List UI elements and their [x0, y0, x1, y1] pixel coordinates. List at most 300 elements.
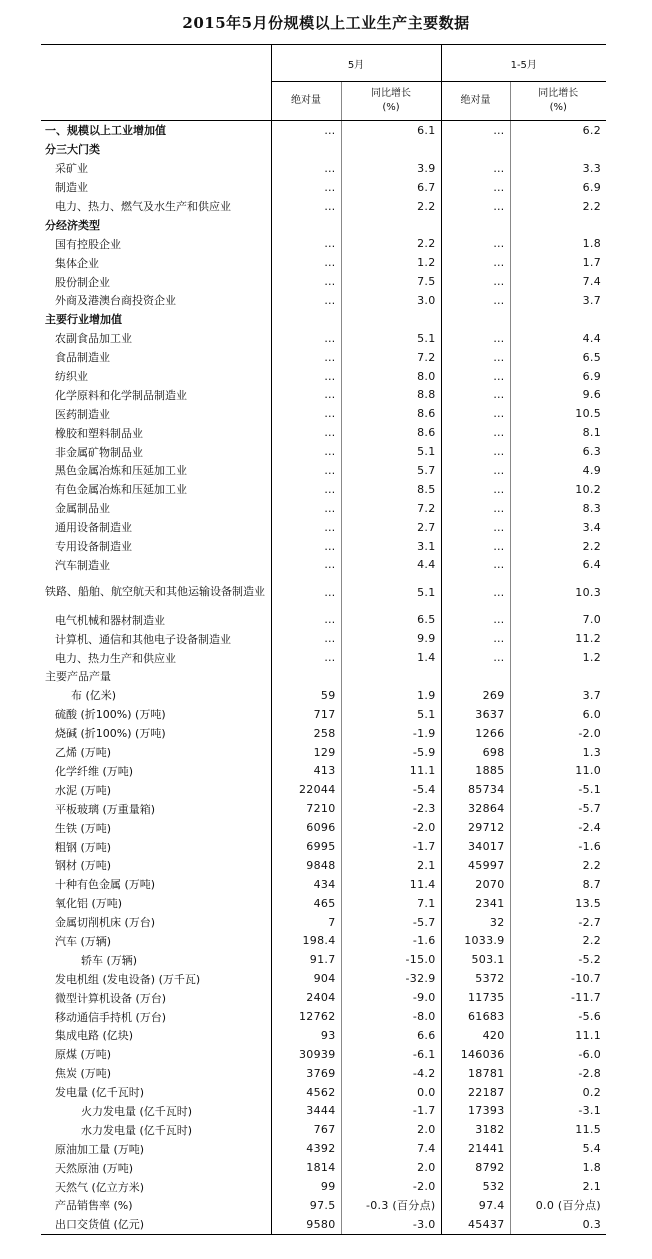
row-label: 分经济类型: [45, 218, 100, 232]
ytd-abs-cell: …: [441, 159, 510, 178]
table-row: [41, 442, 606, 461]
ytd-abs-cell: 146036: [441, 1045, 510, 1064]
row-label: 水力发电量 (亿千瓦时): [81, 1123, 193, 1137]
ytd-abs-cell: …: [441, 385, 510, 404]
ytd-growth-cell: 10.5: [510, 404, 606, 423]
month-abs-cell: …: [271, 537, 341, 556]
row-label: 化学原料和化学制品制造业: [55, 388, 187, 402]
table-row: [41, 272, 606, 291]
row-label: 分三大门类: [45, 143, 100, 157]
table-row: [41, 667, 606, 686]
ytd-growth-cell: 2.2: [510, 537, 606, 556]
ytd-abs-cell: …: [441, 518, 510, 537]
month-growth-cell: 5.1: [341, 442, 441, 461]
ytd-growth-cell: 11.0: [510, 762, 606, 781]
month-growth-cell: 7.2: [341, 348, 441, 367]
month-abs-cell: 99: [271, 1177, 341, 1196]
ytd-growth-cell: 10.3: [510, 574, 606, 610]
month-growth-cell: -9.0: [341, 988, 441, 1007]
month-abs-cell: …: [271, 629, 341, 648]
month-growth-cell: -0.3 (百分点): [341, 1196, 441, 1215]
month-growth-cell: 5.1: [341, 705, 441, 724]
row-label: 微型计算机设备 (万台): [55, 991, 167, 1005]
ytd-growth-cell: 8.1: [510, 423, 606, 442]
month-abs-cell: …: [271, 574, 341, 610]
month-growth-cell: 6.5: [341, 610, 441, 629]
ytd-growth-cell: -6.0: [510, 1045, 606, 1064]
month-growth-cell: 4.4: [341, 555, 441, 574]
month-abs-cell: 3769: [271, 1064, 341, 1083]
ytd-growth-cell: [510, 310, 606, 329]
header-growth-line2: (%): [382, 102, 400, 113]
month-abs-cell: …: [271, 272, 341, 291]
row-label: 发电机组 (发电设备) (万千瓦): [55, 972, 201, 986]
ytd-abs-cell: 1266: [441, 724, 510, 743]
ytd-growth-cell: 13.5: [510, 894, 606, 913]
month-abs-cell: …: [271, 480, 341, 499]
ytd-abs-cell: …: [441, 461, 510, 480]
ytd-growth-cell: 0.3: [510, 1215, 606, 1234]
ytd-growth-cell: 6.9: [510, 178, 606, 197]
month-abs-cell: 465: [271, 894, 341, 913]
month-abs-cell: [271, 310, 341, 329]
ytd-growth-cell: -5.1: [510, 780, 606, 799]
row-label: 主要产品产量: [45, 670, 111, 684]
table-row: [41, 780, 606, 799]
ytd-abs-cell: 45997: [441, 856, 510, 875]
ytd-growth-cell: 7.0: [510, 610, 606, 629]
row-label: 汽车 (万辆): [55, 934, 112, 948]
table-row: [41, 140, 606, 159]
row-label: 通用设备制造业: [55, 521, 132, 535]
ytd-growth-cell: 6.4: [510, 555, 606, 574]
page-title: 2015年5月份规模以上工业生产主要数据: [182, 14, 470, 32]
ytd-abs-cell: …: [441, 555, 510, 574]
month-growth-cell: -1.6: [341, 932, 441, 951]
header-blank-cell: [41, 45, 271, 121]
month-growth-cell: -32.9: [341, 969, 441, 988]
row-label: 出口交货值 (亿元): [41, 1215, 271, 1234]
ytd-growth-cell: 2.2: [510, 856, 606, 875]
month-growth-cell: 7.2: [341, 499, 441, 518]
row-label: 平板玻璃 (万重量箱): [55, 802, 156, 816]
table-row: [41, 988, 606, 1007]
month-growth-cell: 1.4: [341, 648, 441, 667]
table-row: [41, 234, 606, 253]
month-growth-cell: 2.7: [341, 518, 441, 537]
table-row: [41, 518, 606, 537]
month-growth-cell: -6.1: [341, 1045, 441, 1064]
month-abs-cell: 198.4: [271, 932, 341, 951]
month-abs-cell: 767: [271, 1120, 341, 1139]
month-growth-cell: 7.1: [341, 894, 441, 913]
header-month-abs: 绝对量: [271, 82, 341, 121]
ytd-growth-cell: -2.4: [510, 818, 606, 837]
month-abs-cell: …: [271, 555, 341, 574]
ytd-abs-cell: [441, 310, 510, 329]
ytd-abs-cell: 34017: [441, 837, 510, 856]
row-label: 发电量 (亿千瓦时): [55, 1086, 145, 1100]
month-growth-cell: 8.5: [341, 480, 441, 499]
ytd-abs-cell: …: [441, 537, 510, 556]
month-abs-cell: 30939: [271, 1045, 341, 1064]
ytd-growth-cell: -2.0: [510, 724, 606, 743]
table-row: [41, 875, 606, 894]
row-label: 非金属矿物制品业: [55, 445, 143, 459]
month-abs-cell: …: [271, 385, 341, 404]
month-abs-cell: 7: [271, 913, 341, 932]
table-row: [41, 818, 606, 837]
month-abs-cell: 4562: [271, 1083, 341, 1102]
row-label: 集体企业: [55, 256, 99, 270]
ytd-abs-cell: 32864: [441, 799, 510, 818]
month-abs-cell: …: [271, 121, 341, 140]
ytd-growth-cell: 1.8: [510, 1158, 606, 1177]
month-growth-cell: 2.2: [341, 234, 441, 253]
table-row: [41, 610, 606, 629]
month-growth-cell: 2.1: [341, 856, 441, 875]
month-abs-cell: [271, 667, 341, 686]
month-growth-cell: [341, 667, 441, 686]
ytd-growth-cell: [510, 215, 606, 234]
table-row: [41, 762, 606, 781]
month-growth-cell: 6.7: [341, 178, 441, 197]
ytd-abs-cell: …: [441, 121, 510, 140]
month-growth-cell: 8.6: [341, 423, 441, 442]
ytd-abs-cell: 11735: [441, 988, 510, 1007]
month-abs-cell: …: [271, 253, 341, 272]
month-abs-cell: 1814: [271, 1158, 341, 1177]
ytd-growth-cell: 3.7: [510, 686, 606, 705]
month-abs-cell: [271, 140, 341, 159]
month-abs-cell: …: [271, 178, 341, 197]
ytd-abs-cell: …: [441, 480, 510, 499]
month-abs-cell: 93: [271, 1026, 341, 1045]
row-label: 布 (亿米): [71, 689, 117, 703]
table-row: [41, 555, 606, 574]
month-abs-cell: 12762: [271, 1007, 341, 1026]
ytd-abs-cell: 97.4: [441, 1196, 510, 1215]
ytd-abs-cell: 420: [441, 1026, 510, 1045]
month-abs-cell: 434: [271, 875, 341, 894]
ytd-growth-cell: 8.3: [510, 499, 606, 518]
ytd-growth-cell: 1.7: [510, 253, 606, 272]
row-label: 产品销售率 (%): [55, 1199, 133, 1213]
row-label: 食品制造业: [55, 351, 110, 365]
month-abs-cell: 22044: [271, 780, 341, 799]
month-growth-cell: [341, 310, 441, 329]
row-label: 外商及港澳台商投资企业: [55, 294, 176, 308]
ytd-growth-cell: 6.0: [510, 705, 606, 724]
row-label: 橡胶和塑料制品业: [55, 426, 143, 440]
ytd-growth-cell: 5.4: [510, 1139, 606, 1158]
ytd-abs-cell: …: [441, 253, 510, 272]
month-abs-cell: …: [271, 461, 341, 480]
table-row: [41, 367, 606, 386]
ytd-growth-cell: 3.3: [510, 159, 606, 178]
ytd-growth-cell: 11.1: [510, 1026, 606, 1045]
ytd-abs-cell: …: [441, 178, 510, 197]
month-growth-cell: 11.1: [341, 762, 441, 781]
month-growth-cell: -1.7: [341, 1102, 441, 1121]
ytd-growth-cell: -2.8: [510, 1064, 606, 1083]
row-label: 纺织业: [55, 370, 88, 384]
ytd-abs-cell: 32: [441, 913, 510, 932]
ytd-growth-cell: 6.9: [510, 367, 606, 386]
ytd-growth-cell: 3.7: [510, 291, 606, 310]
table-row: [41, 178, 606, 197]
table-row: [41, 329, 606, 348]
table-row: [41, 404, 606, 423]
row-label: 十种有色金属 (万吨): [55, 878, 156, 892]
month-abs-cell: 258: [271, 724, 341, 743]
month-abs-cell: 9848: [271, 856, 341, 875]
header-growth-line1: 同比增长: [538, 88, 579, 99]
month-abs-cell: …: [271, 234, 341, 253]
row-label: 黑色金属冶炼和压延加工业: [55, 464, 187, 478]
table-row: [41, 574, 606, 610]
ytd-growth-cell: 4.4: [510, 329, 606, 348]
row-label: 化学纤维 (万吨): [55, 764, 134, 778]
row-label: 农副食品加工业: [55, 332, 132, 346]
month-growth-cell: 2.0: [341, 1158, 441, 1177]
ytd-abs-cell: 29712: [441, 818, 510, 837]
table-row: [41, 1026, 606, 1045]
month-growth-cell: -5.7: [341, 913, 441, 932]
month-growth-cell: 5.1: [341, 329, 441, 348]
ytd-abs-cell: …: [441, 272, 510, 291]
ytd-abs-cell: …: [441, 291, 510, 310]
month-growth-cell: 0.0: [341, 1083, 441, 1102]
month-abs-cell: 413: [271, 762, 341, 781]
month-abs-cell: 2404: [271, 988, 341, 1007]
table-row: [41, 291, 606, 310]
month-growth-cell: 5.1: [341, 574, 441, 610]
row-label: 乙烯 (万吨): [55, 746, 112, 760]
table-row: [41, 932, 606, 951]
month-growth-cell: 8.8: [341, 385, 441, 404]
ytd-growth-cell: -5.2: [510, 950, 606, 969]
month-growth-cell: -5.9: [341, 743, 441, 762]
table-row: [41, 1139, 606, 1158]
ytd-abs-cell: 21441: [441, 1139, 510, 1158]
month-growth-cell: -5.4: [341, 780, 441, 799]
ytd-growth-cell: 2.2: [510, 197, 606, 216]
ytd-abs-cell: [441, 215, 510, 234]
month-abs-cell: 129: [271, 743, 341, 762]
data-table: [41, 44, 606, 1235]
table-row: [41, 499, 606, 518]
month-growth-cell: 3.1: [341, 537, 441, 556]
month-abs-cell: [271, 215, 341, 234]
row-label: 股份制企业: [55, 275, 110, 289]
table-row: [41, 423, 606, 442]
table-row: [41, 385, 606, 404]
ytd-growth-cell: [510, 667, 606, 686]
ytd-abs-cell: 85734: [441, 780, 510, 799]
month-abs-cell: 3444: [271, 1102, 341, 1121]
ytd-abs-cell: …: [441, 648, 510, 667]
ytd-growth-cell: 11.5: [510, 1120, 606, 1139]
row-label: 轿车 (万辆): [81, 953, 138, 967]
month-abs-cell: …: [271, 648, 341, 667]
table-row: [41, 686, 606, 705]
month-growth-cell: 11.4: [341, 875, 441, 894]
table-row: [41, 197, 606, 216]
month-growth-cell: -2.3: [341, 799, 441, 818]
month-growth-cell: -15.0: [341, 950, 441, 969]
month-abs-cell: 6995: [271, 837, 341, 856]
month-growth-cell: -8.0: [341, 1007, 441, 1026]
month-abs-cell: 904: [271, 969, 341, 988]
ytd-growth-cell: [510, 140, 606, 159]
ytd-growth-cell: 1.3: [510, 743, 606, 762]
row-label: 天然气 (亿立方米): [55, 1180, 145, 1194]
month-growth-cell: -1.9: [341, 724, 441, 743]
month-abs-cell: …: [271, 610, 341, 629]
row-label: 专用设备制造业: [55, 540, 132, 554]
month-growth-cell: 8.6: [341, 404, 441, 423]
month-growth-cell: [341, 140, 441, 159]
ytd-abs-cell: …: [441, 442, 510, 461]
month-growth-cell: 1.9: [341, 686, 441, 705]
month-growth-cell: -2.0: [341, 818, 441, 837]
ytd-abs-cell: 532: [441, 1177, 510, 1196]
ytd-growth-cell: 10.2: [510, 480, 606, 499]
month-growth-cell: -4.2: [341, 1064, 441, 1083]
row-label: 金属切削机床 (万台): [55, 916, 156, 930]
month-growth-cell: -1.7: [341, 837, 441, 856]
row-label: 医药制造业: [55, 407, 110, 421]
row-label: 烧碱 (折100%) (万吨): [55, 727, 166, 741]
month-abs-cell: 59: [271, 686, 341, 705]
ytd-abs-cell: 61683: [441, 1007, 510, 1026]
row-label: 汽车制造业: [55, 558, 110, 572]
row-label: 天然原油 (万吨): [55, 1161, 134, 1175]
ytd-abs-cell: 269: [441, 686, 510, 705]
row-label: 计算机、通信和其他电子设备制造业: [55, 632, 231, 646]
ytd-abs-cell: [441, 667, 510, 686]
month-abs-cell: …: [271, 499, 341, 518]
ytd-growth-cell: 0.2: [510, 1083, 606, 1102]
month-growth-cell: 7.4: [341, 1139, 441, 1158]
ytd-growth-cell: -11.7: [510, 988, 606, 1007]
row-label: 火力发电量 (亿千瓦时): [81, 1104, 193, 1118]
month-growth-cell: 2.2: [341, 197, 441, 216]
ytd-abs-cell: …: [441, 629, 510, 648]
month-abs-cell: 717: [271, 705, 341, 724]
month-abs-cell: …: [271, 423, 341, 442]
ytd-growth-cell: 6.3: [510, 442, 606, 461]
header-month-growth: [341, 82, 441, 121]
table-row: [41, 121, 606, 140]
ytd-growth-cell: 11.2: [510, 629, 606, 648]
ytd-abs-cell: …: [441, 367, 510, 386]
ytd-abs-cell: 8792: [441, 1158, 510, 1177]
table-row: [41, 724, 606, 743]
month-abs-cell: …: [271, 291, 341, 310]
ytd-abs-cell: …: [441, 329, 510, 348]
row-label: 氧化铝 (万吨): [55, 897, 123, 911]
month-abs-cell: 7210: [271, 799, 341, 818]
header-ytd-abs: 绝对量: [441, 82, 510, 121]
table-row: [41, 1045, 606, 1064]
header-growth-line2: (%): [549, 102, 567, 113]
month-abs-cell: …: [271, 329, 341, 348]
ytd-growth-cell: 8.7: [510, 875, 606, 894]
month-growth-cell: 3.0: [341, 291, 441, 310]
row-label: 一、规模以上工业增加值: [41, 121, 271, 140]
month-growth-cell: 8.0: [341, 367, 441, 386]
month-growth-cell: 7.5: [341, 272, 441, 291]
ytd-abs-cell: 22187: [441, 1083, 510, 1102]
month-abs-cell: 6096: [271, 818, 341, 837]
ytd-growth-cell: 2.2: [510, 932, 606, 951]
ytd-abs-cell: 17393: [441, 1102, 510, 1121]
table-row: [41, 1007, 606, 1026]
table-row: [41, 1083, 606, 1102]
table-row: [41, 1102, 606, 1121]
table-row: [41, 1177, 606, 1196]
ytd-abs-cell: …: [441, 610, 510, 629]
table-row: [41, 705, 606, 724]
ytd-growth-cell: 6.2: [510, 121, 606, 140]
table-row: [41, 348, 606, 367]
row-label: 铁路、船舶、航空航天和其他运输设备制造业: [45, 585, 265, 599]
header-ytd: 1-5月: [441, 45, 606, 82]
row-label: 硫酸 (折100%) (万吨): [55, 708, 166, 722]
ytd-growth-cell: 0.0 (百分点): [510, 1196, 606, 1215]
ytd-growth-cell: 1.8: [510, 234, 606, 253]
ytd-growth-cell: 9.6: [510, 385, 606, 404]
ytd-abs-cell: …: [441, 234, 510, 253]
table-row: [41, 1120, 606, 1139]
row-label: 电力、热力、燃气及水生产和供应业: [55, 200, 231, 213]
month-abs-cell: …: [271, 348, 341, 367]
row-label: 焦炭 (万吨): [55, 1067, 112, 1081]
ytd-abs-cell: 503.1: [441, 950, 510, 969]
ytd-abs-cell: 1885: [441, 762, 510, 781]
row-label: 电气机械和器材制造业: [55, 613, 165, 627]
row-label: 原煤 (万吨): [55, 1048, 112, 1062]
ytd-growth-cell: -1.6: [510, 837, 606, 856]
month-abs-cell: 91.7: [271, 950, 341, 969]
month-growth-cell: 5.7: [341, 461, 441, 480]
row-label: 采矿业: [55, 162, 88, 176]
table-row: [41, 894, 606, 913]
ytd-abs-cell: 1033.9: [441, 932, 510, 951]
row-label: 集成电路 (亿块): [55, 1029, 134, 1043]
month-growth-cell: 6.6: [341, 1026, 441, 1045]
ytd-abs-cell: 3182: [441, 1120, 510, 1139]
table-row: [41, 1064, 606, 1083]
table-body: [41, 121, 606, 1235]
ytd-growth-cell: -5.6: [510, 1007, 606, 1026]
row-label: 有色金属冶炼和压延加工业: [55, 483, 187, 497]
ytd-growth-cell: -3.1: [510, 1102, 606, 1121]
row-label: 制造业: [55, 181, 88, 195]
month-growth-cell: 6.1: [341, 121, 441, 140]
header-growth-line1: 同比增长: [371, 88, 411, 99]
row-label: 原油加工量 (万吨): [55, 1142, 145, 1156]
row-label: 生铁 (万吨): [55, 821, 112, 835]
table-row: [41, 913, 606, 932]
ytd-abs-cell: …: [441, 404, 510, 423]
ytd-growth-cell: 4.9: [510, 461, 606, 480]
month-growth-cell: [341, 215, 441, 234]
row-label: 粗钢 (万吨): [55, 840, 112, 854]
ytd-abs-cell: 45437: [441, 1215, 510, 1234]
